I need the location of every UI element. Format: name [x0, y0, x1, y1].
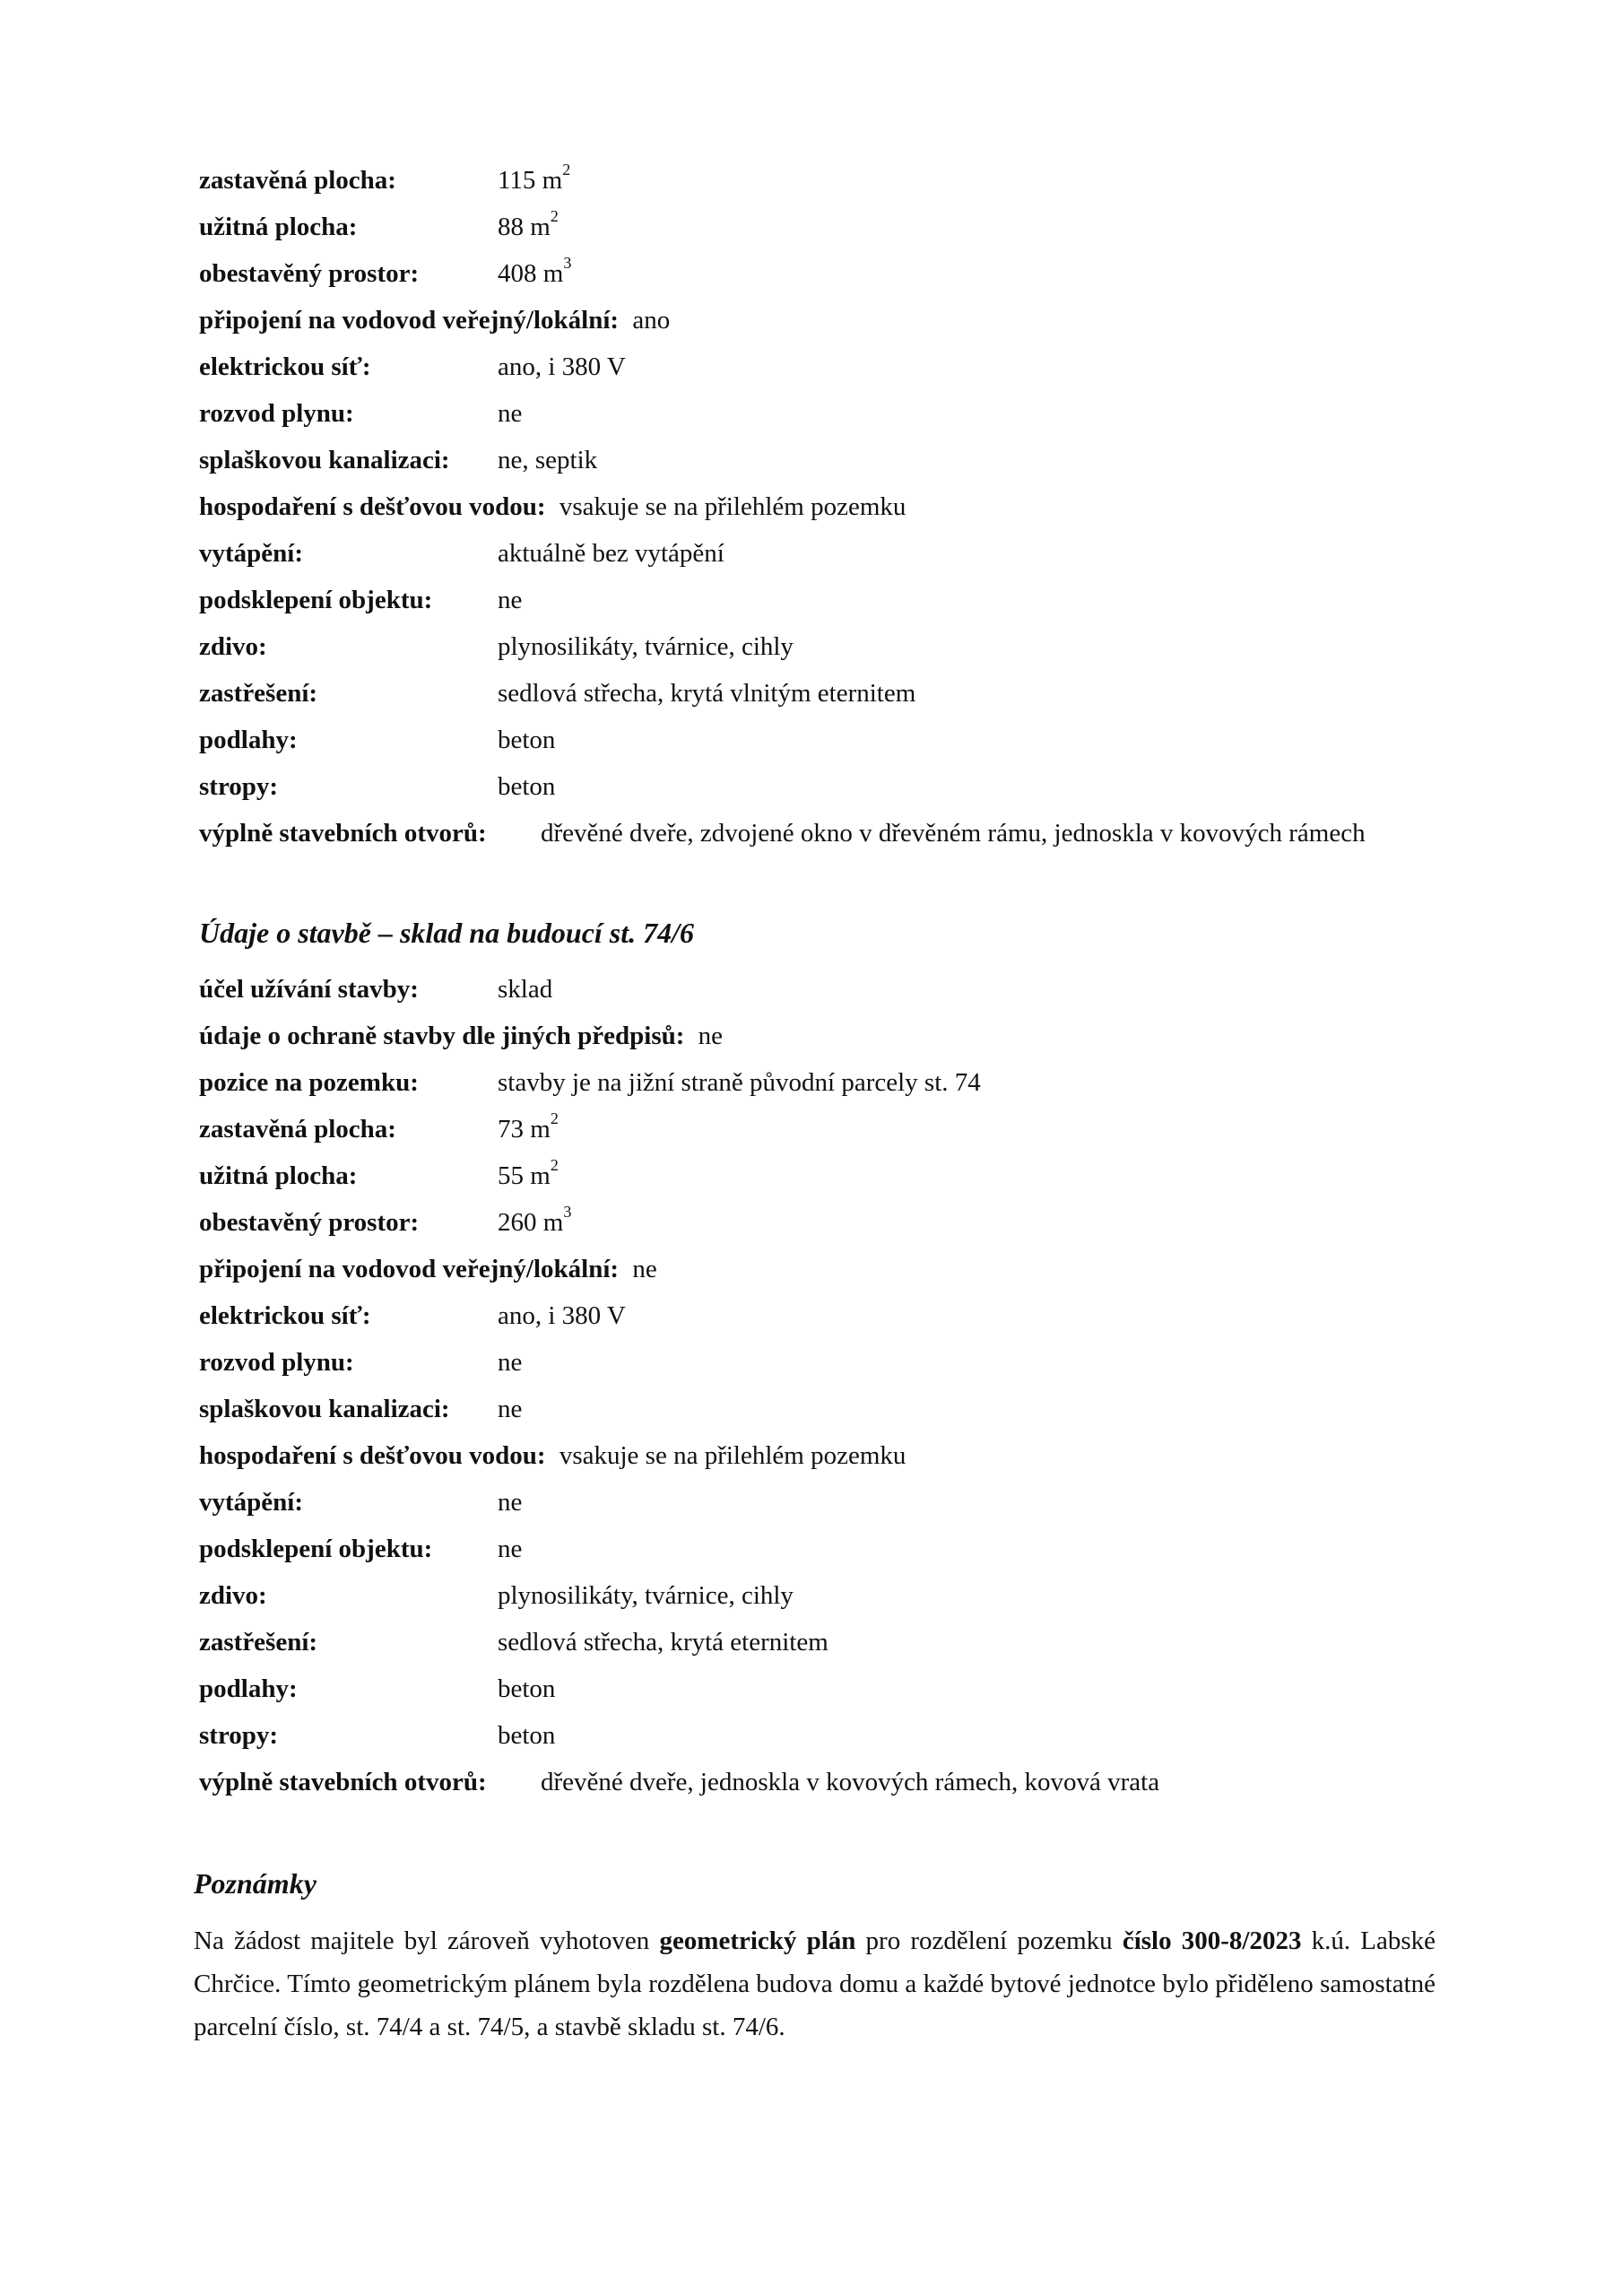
field-row — [199, 250, 572, 297]
field-value: 73 $m^2$ — [498, 1109, 559, 1144]
field-label: elektrickou síť: — [199, 1301, 371, 1330]
field-value: ne — [698, 1022, 724, 1050]
field-label: podsklepení objektu: — [199, 1535, 433, 1563]
field-value: ano, i 380 V — [498, 352, 626, 381]
field-row — [199, 1292, 626, 1339]
field-row — [199, 437, 598, 483]
field-label: obestavěný prostor: — [199, 259, 420, 288]
field-value: ne — [498, 1535, 523, 1563]
field-label: zdivo: — [199, 1581, 267, 1610]
field-label: podsklepení objektu: — [199, 586, 433, 614]
field-label: splaškovou kanalizaci: — [199, 446, 450, 474]
field-row — [199, 577, 523, 623]
field-label: užitná plocha: — [199, 1161, 358, 1190]
field-row — [199, 1432, 906, 1479]
field-label: pozice na pozemku: — [199, 1068, 419, 1097]
field-value: vsakuje se na přilehlém pozemku — [559, 1441, 906, 1470]
field-value: beton — [498, 1721, 556, 1750]
field-row — [199, 1759, 1160, 1805]
field-label: údaje o ochraně stavby dle jiných předpisů: — [199, 1022, 685, 1050]
field-row — [199, 670, 916, 717]
field-row — [199, 623, 794, 670]
field-value: vsakuje se na přilehlém pozemku — [559, 492, 906, 521]
field-value: sklad — [498, 975, 553, 1004]
notes-paragraph: Na žádost majitele byl zároveň vyhotoven geometrický plán pro rozdělení pozemku číslo 300-8/2023 k.ú. Labské Chrčice. Tímto geometrickým plánem byla rozdělena budova domu a každé bytové jednotce bylo přiděleno samostatné parcelní číslo, st. 74/4 a st. 74/5, a stavbě skladu st. 74/6. — [194, 1926, 1436, 2041]
field-value: ne — [498, 586, 523, 614]
field-label: podlahy: — [199, 1674, 298, 1703]
field-row — [199, 1665, 556, 1712]
field-label: podlahy: — [199, 726, 298, 754]
field-row — [199, 1152, 559, 1199]
field-value: sedlová střecha, krytá eternitem — [498, 1628, 828, 1657]
field-label: hospodaření s dešťovou vodou: — [199, 492, 546, 521]
field-row — [199, 1386, 523, 1432]
field-label: stropy: — [199, 772, 279, 801]
field-label: výplně stavebních otvorů: — [199, 1768, 487, 1796]
field-label: stropy: — [199, 1721, 279, 1750]
field-value: dřevěné dveře, jednoskla v kovových rámech, kovová vrata — [541, 1768, 1160, 1796]
field-value: stavby je na jižní straně původní parcely st. 74 — [498, 1068, 981, 1097]
field-row — [199, 763, 556, 810]
notes-heading: Poznámky — [194, 1867, 317, 1900]
field-label: rozvod plynu: — [199, 1348, 354, 1377]
field-value: ne — [498, 1395, 523, 1423]
field-label: zastřešení: — [199, 679, 318, 708]
field-value: ne — [498, 399, 523, 428]
field-row — [199, 297, 670, 344]
field-row — [199, 1059, 981, 1106]
field-row — [199, 483, 906, 530]
field-label: zdivo: — [199, 632, 267, 661]
field-row — [199, 1246, 657, 1292]
field-row — [199, 966, 553, 1013]
field-row — [199, 1106, 559, 1152]
field-value: beton — [498, 772, 556, 801]
field-row — [199, 1712, 556, 1759]
field-row — [199, 530, 724, 577]
field-label: užitná plocha: — [199, 213, 358, 241]
field-label: zastřešení: — [199, 1628, 318, 1657]
field-row — [199, 204, 559, 250]
field-value: beton — [498, 726, 556, 754]
field-value: 260 $m^3$ — [498, 1203, 572, 1237]
field-row — [199, 1013, 723, 1059]
field-label: vytápění: — [199, 1488, 303, 1517]
field-label: vytápění: — [199, 539, 303, 568]
field-value: 88 $m^2$ — [498, 207, 559, 241]
section-heading: Údaje o stavbě – sklad na budoucí st. 74/6 — [199, 917, 695, 949]
field-label: připojení na vodovod veřejný/lokální: — [199, 1255, 620, 1283]
field-label: rozvod plynu: — [199, 399, 354, 428]
field-value: ne, septik — [498, 446, 598, 474]
field-row — [199, 1619, 828, 1665]
field-row — [199, 157, 571, 204]
field-label: obestavěný prostor: — [199, 1208, 420, 1237]
field-value: beton — [498, 1674, 556, 1703]
field-value: sedlová střecha, krytá vlnitým eternitem — [498, 679, 916, 708]
field-label: účel užívání stavby: — [199, 975, 419, 1004]
field-value: ne — [498, 1348, 523, 1377]
field-value: ano, i 380 V — [498, 1301, 626, 1330]
field-label: hospodaření s dešťovou vodou: — [199, 1441, 546, 1470]
field-value: plynosilikáty, tvárnice, cihly — [498, 1581, 794, 1610]
field-row — [199, 717, 556, 763]
field-value: plynosilikáty, tvárnice, cihly — [498, 632, 794, 661]
field-value: 115 $m^2$ — [498, 161, 571, 195]
field-label: připojení na vodovod veřejný/lokální: — [199, 306, 620, 335]
field-row — [199, 810, 1366, 857]
field-label: zastavěná plocha: — [199, 166, 396, 195]
field-row — [199, 390, 523, 437]
field-row — [199, 1339, 523, 1386]
field-row — [199, 1479, 523, 1526]
field-value: 55 $m^2$ — [498, 1156, 559, 1190]
field-value: aktuálně bez vytápění — [498, 539, 724, 568]
field-value: ano — [632, 306, 671, 335]
field-row — [199, 344, 626, 390]
field-label: splaškovou kanalizaci: — [199, 1395, 450, 1423]
field-row — [199, 1572, 794, 1619]
field-value: ne — [632, 1255, 657, 1283]
field-label: zastavěná plocha: — [199, 1115, 396, 1144]
field-value: dřevěné dveře, zdvojené okno v dřevěném rámu, jednoskla v kovových rámech — [541, 819, 1366, 848]
field-row — [199, 1526, 523, 1572]
field-value: ne — [498, 1488, 523, 1517]
field-label: elektrickou síť: — [199, 352, 371, 381]
field-row — [199, 1199, 572, 1246]
field-label: výplně stavebních otvorů: — [199, 819, 487, 848]
field-value: 408 $m^3$ — [498, 254, 572, 288]
